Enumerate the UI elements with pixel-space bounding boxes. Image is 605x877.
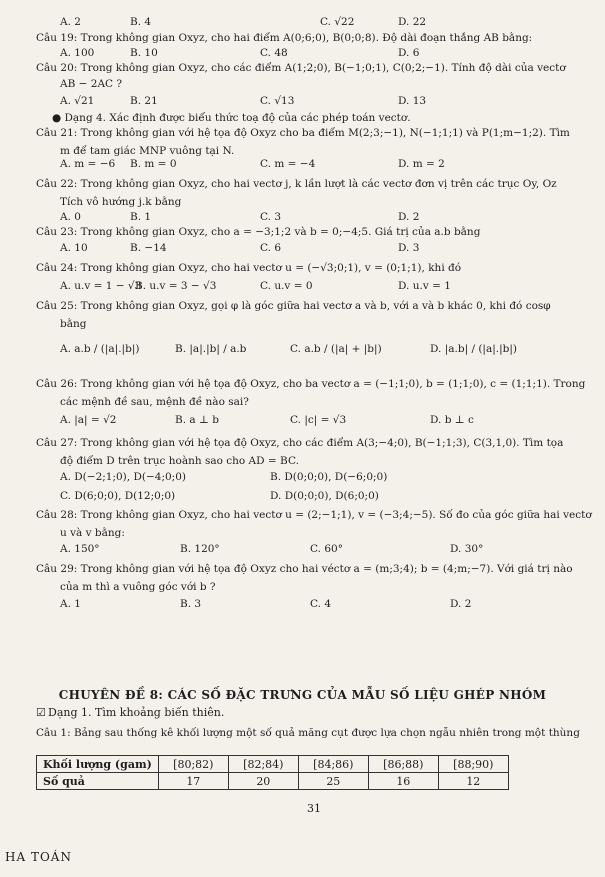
option-d: D. |a.b| / (|a|.|b|) (430, 343, 517, 355)
frequency-table (36, 755, 509, 790)
q22-text-cont: Tích vô hướng j.k bằng (60, 196, 182, 208)
header-count: Số quả (37, 773, 159, 790)
option-a: A. 100 (60, 47, 95, 59)
option-b: B. m = 0 (130, 158, 177, 170)
q23-text: Câu 23: Trong không gian Oxyz, cho a = −3;1;2 và b = 0;−4;5. Giá trị của a.b bằng (36, 226, 481, 238)
q29-text-cont: của m thì a vuông góc với b ? (60, 581, 216, 593)
count-cell: 25 (298, 773, 368, 790)
option-c: C. a.b / (|a| + |b|) (290, 343, 382, 355)
count-cell: 16 (368, 773, 438, 790)
count-cell: 17 (158, 773, 228, 790)
option-a: A. u.v = 1 − √3 (60, 280, 142, 292)
option-d: D. b ⊥ c (430, 414, 474, 426)
q23-options (60, 242, 595, 255)
option-d: D. 22 (398, 16, 427, 28)
option-b: B. −14 (130, 242, 167, 254)
option-c: C. 60° (310, 543, 343, 555)
option-a: A. 0 (60, 211, 81, 223)
option-d: D. D(0;0;0), D(6;0;0) (270, 490, 379, 502)
interval-cell: [82;84) (228, 756, 298, 773)
q20-expression: AB − 2AC ? (60, 78, 123, 90)
option-d: D. 2 (398, 211, 420, 223)
option-b: B. 3 (180, 598, 202, 610)
option-b: B. 21 (130, 95, 158, 107)
count-cell: 12 (438, 773, 508, 790)
table-row (37, 773, 509, 790)
interval-cell: [84;86) (298, 756, 368, 773)
option-a: A. m = −6 (60, 158, 116, 170)
option-a: A. a.b / (|a|.|b|) (60, 343, 140, 355)
checkbox-icon: ☑ (36, 706, 46, 719)
q22-options (60, 211, 595, 224)
option-d: D. 6 (398, 47, 420, 59)
q26-text-cont: các mệnh đề sau, mệnh đề nào sai? (60, 396, 249, 408)
type-4-heading: ● Dạng 4. Xác định được biểu thức toạ độ của các phép toán vectơ. (52, 112, 411, 124)
q28-text-cont: u và v bằng: (60, 527, 125, 539)
chapter-title: CHUYÊN ĐỀ 8: CÁC SỐ ĐẶC TRƯNG CỦA MẪU SỐ LIỆU GHÉP NHÓM (58, 688, 547, 702)
option-d: D. 2 (450, 598, 472, 610)
option-a: A. 150° (60, 543, 100, 555)
option-d: D. u.v = 1 (398, 280, 451, 292)
option-b: B. |a|.|b| / a.b (175, 343, 247, 355)
q27-options-row1 (60, 471, 595, 484)
option-c: C. √22 (320, 16, 355, 28)
q29-options (60, 598, 595, 611)
q20-options (60, 95, 595, 108)
option-b: B. 1 (130, 211, 152, 223)
option-b: B. 120° (180, 543, 220, 555)
option-c: C. m = −4 (260, 158, 316, 170)
table-row (37, 756, 509, 773)
option-a: A. 1 (60, 598, 81, 610)
option-c: C. 4 (310, 598, 332, 610)
q21-text-cont: m để tam giác MNP vuông tại N. (60, 145, 235, 157)
option-b: B. 4 (130, 16, 152, 28)
q25-text: Câu 25: Trong không gian Oxyz, gọi φ là góc giữa hai vectơ a và b, với a và b khác 0, khi đó cosφ (36, 300, 551, 312)
q18-options (60, 16, 595, 29)
q19-options (60, 47, 595, 60)
option-d: D. 30° (450, 543, 484, 555)
table-question: Câu 1: Bảng sau thống kê khối lượng một số quả măng cụt được lựa chọn ngẫu nhiên trong một thùng (36, 727, 580, 739)
page-footer: HA TOÁN (5, 850, 72, 864)
q29-text: Câu 29: Trong không gian với hệ tọa độ Oxyz cho hai véctơ a = (m;3;4); b = (4;m;−7). Với giá trị nào (36, 563, 573, 575)
q24-text: Câu 24: Trong không gian Oxyz, cho hai vectơ u = (−√3;0;1), v = (0;1;1), khi đó (36, 262, 462, 274)
interval-cell: [88;90) (438, 756, 508, 773)
count-cell: 20 (228, 773, 298, 790)
option-c: C. |c| = √3 (290, 414, 347, 426)
q25-options (60, 343, 595, 356)
q26-options (60, 414, 595, 427)
q27-text: Câu 27: Trong không gian với hệ tọa độ Oxyz, cho các điểm A(3;−4;0), B(−1;1;3), C(3,1,0). Tìm tọa (36, 437, 564, 449)
option-d: D. 13 (398, 95, 427, 107)
option-b: B. 10 (130, 47, 158, 59)
option-d: D. 3 (398, 242, 420, 254)
q20-text: Câu 20: Trong không gian Oxyz, cho các điểm A(1;2;0), B(−1;0;1), C(0;2;−1). Tính độ dài của vectơ (36, 62, 566, 74)
option-d: D. m = 2 (398, 158, 445, 170)
q21-options (60, 158, 595, 171)
option-c: C. D(6;0;0), D(12;0;0) (60, 490, 176, 502)
option-c: C. 48 (260, 47, 288, 59)
section-title: Dạng 1. Tìm khoảng biến thiên. (48, 706, 225, 719)
header-weight: Khối lượng (gam) (37, 756, 159, 773)
q28-options (60, 543, 595, 556)
interval-cell: [86;88) (368, 756, 438, 773)
q27-text-cont: độ điểm D trên trục hoành sao cho AD = BC. (60, 455, 299, 467)
option-b: B. D(0;0;0), D(−6;0;0) (270, 471, 388, 483)
option-a: A. √21 (60, 95, 95, 107)
q26-text: Câu 26: Trong không gian với hệ tọa độ Oxyz, cho ba vectơ a = (−1;1;0), b = (1;1;0), c = (1;1;1). Trong (36, 378, 586, 390)
option-c: C. 6 (260, 242, 282, 254)
option-b: B. a ⊥ b (175, 414, 219, 426)
option-c: C. u.v = 0 (260, 280, 313, 292)
q28-text: Câu 28: Trong không gian Oxyz, cho hai vectơ u = (2;−1;1), v = (−3;4;−5). Số đo của góc giữa hai vectơ (36, 509, 592, 521)
option-a: A. D(−2;1;0), D(−4;0;0) (60, 471, 186, 483)
option-c: C. 3 (260, 211, 282, 223)
q27-options-row2 (60, 490, 595, 503)
q19-text: Câu 19: Trong không gian Oxyz, cho hai điểm A(0;6;0), B(0;0;8). Độ dài đoạn thẳng AB bằng: (36, 32, 533, 44)
q21-text: Câu 21: Trong không gian với hệ tọa độ Oxyz cho ba điểm M(2;3;−1), N(−1;1;1) và P(1;m−1;2). Tìm (36, 127, 570, 139)
interval-cell: [80;82) (158, 756, 228, 773)
q24-options (60, 280, 595, 293)
option-b: B. u.v = 3 − √3 (135, 280, 217, 292)
option-a: A. |a| = √2 (60, 414, 117, 426)
option-a: A. 2 (60, 16, 81, 28)
option-c: C. √13 (260, 95, 295, 107)
q25-text-cont: bằng (60, 318, 87, 330)
table-total: 31 (307, 802, 321, 815)
option-a: A. 10 (60, 242, 88, 254)
q22-text: Câu 22: Trong không gian Oxyz, cho hai vectơ j, k lần lượt là các vectơ đơn vị trên các trục Oy, Oz (36, 178, 557, 190)
